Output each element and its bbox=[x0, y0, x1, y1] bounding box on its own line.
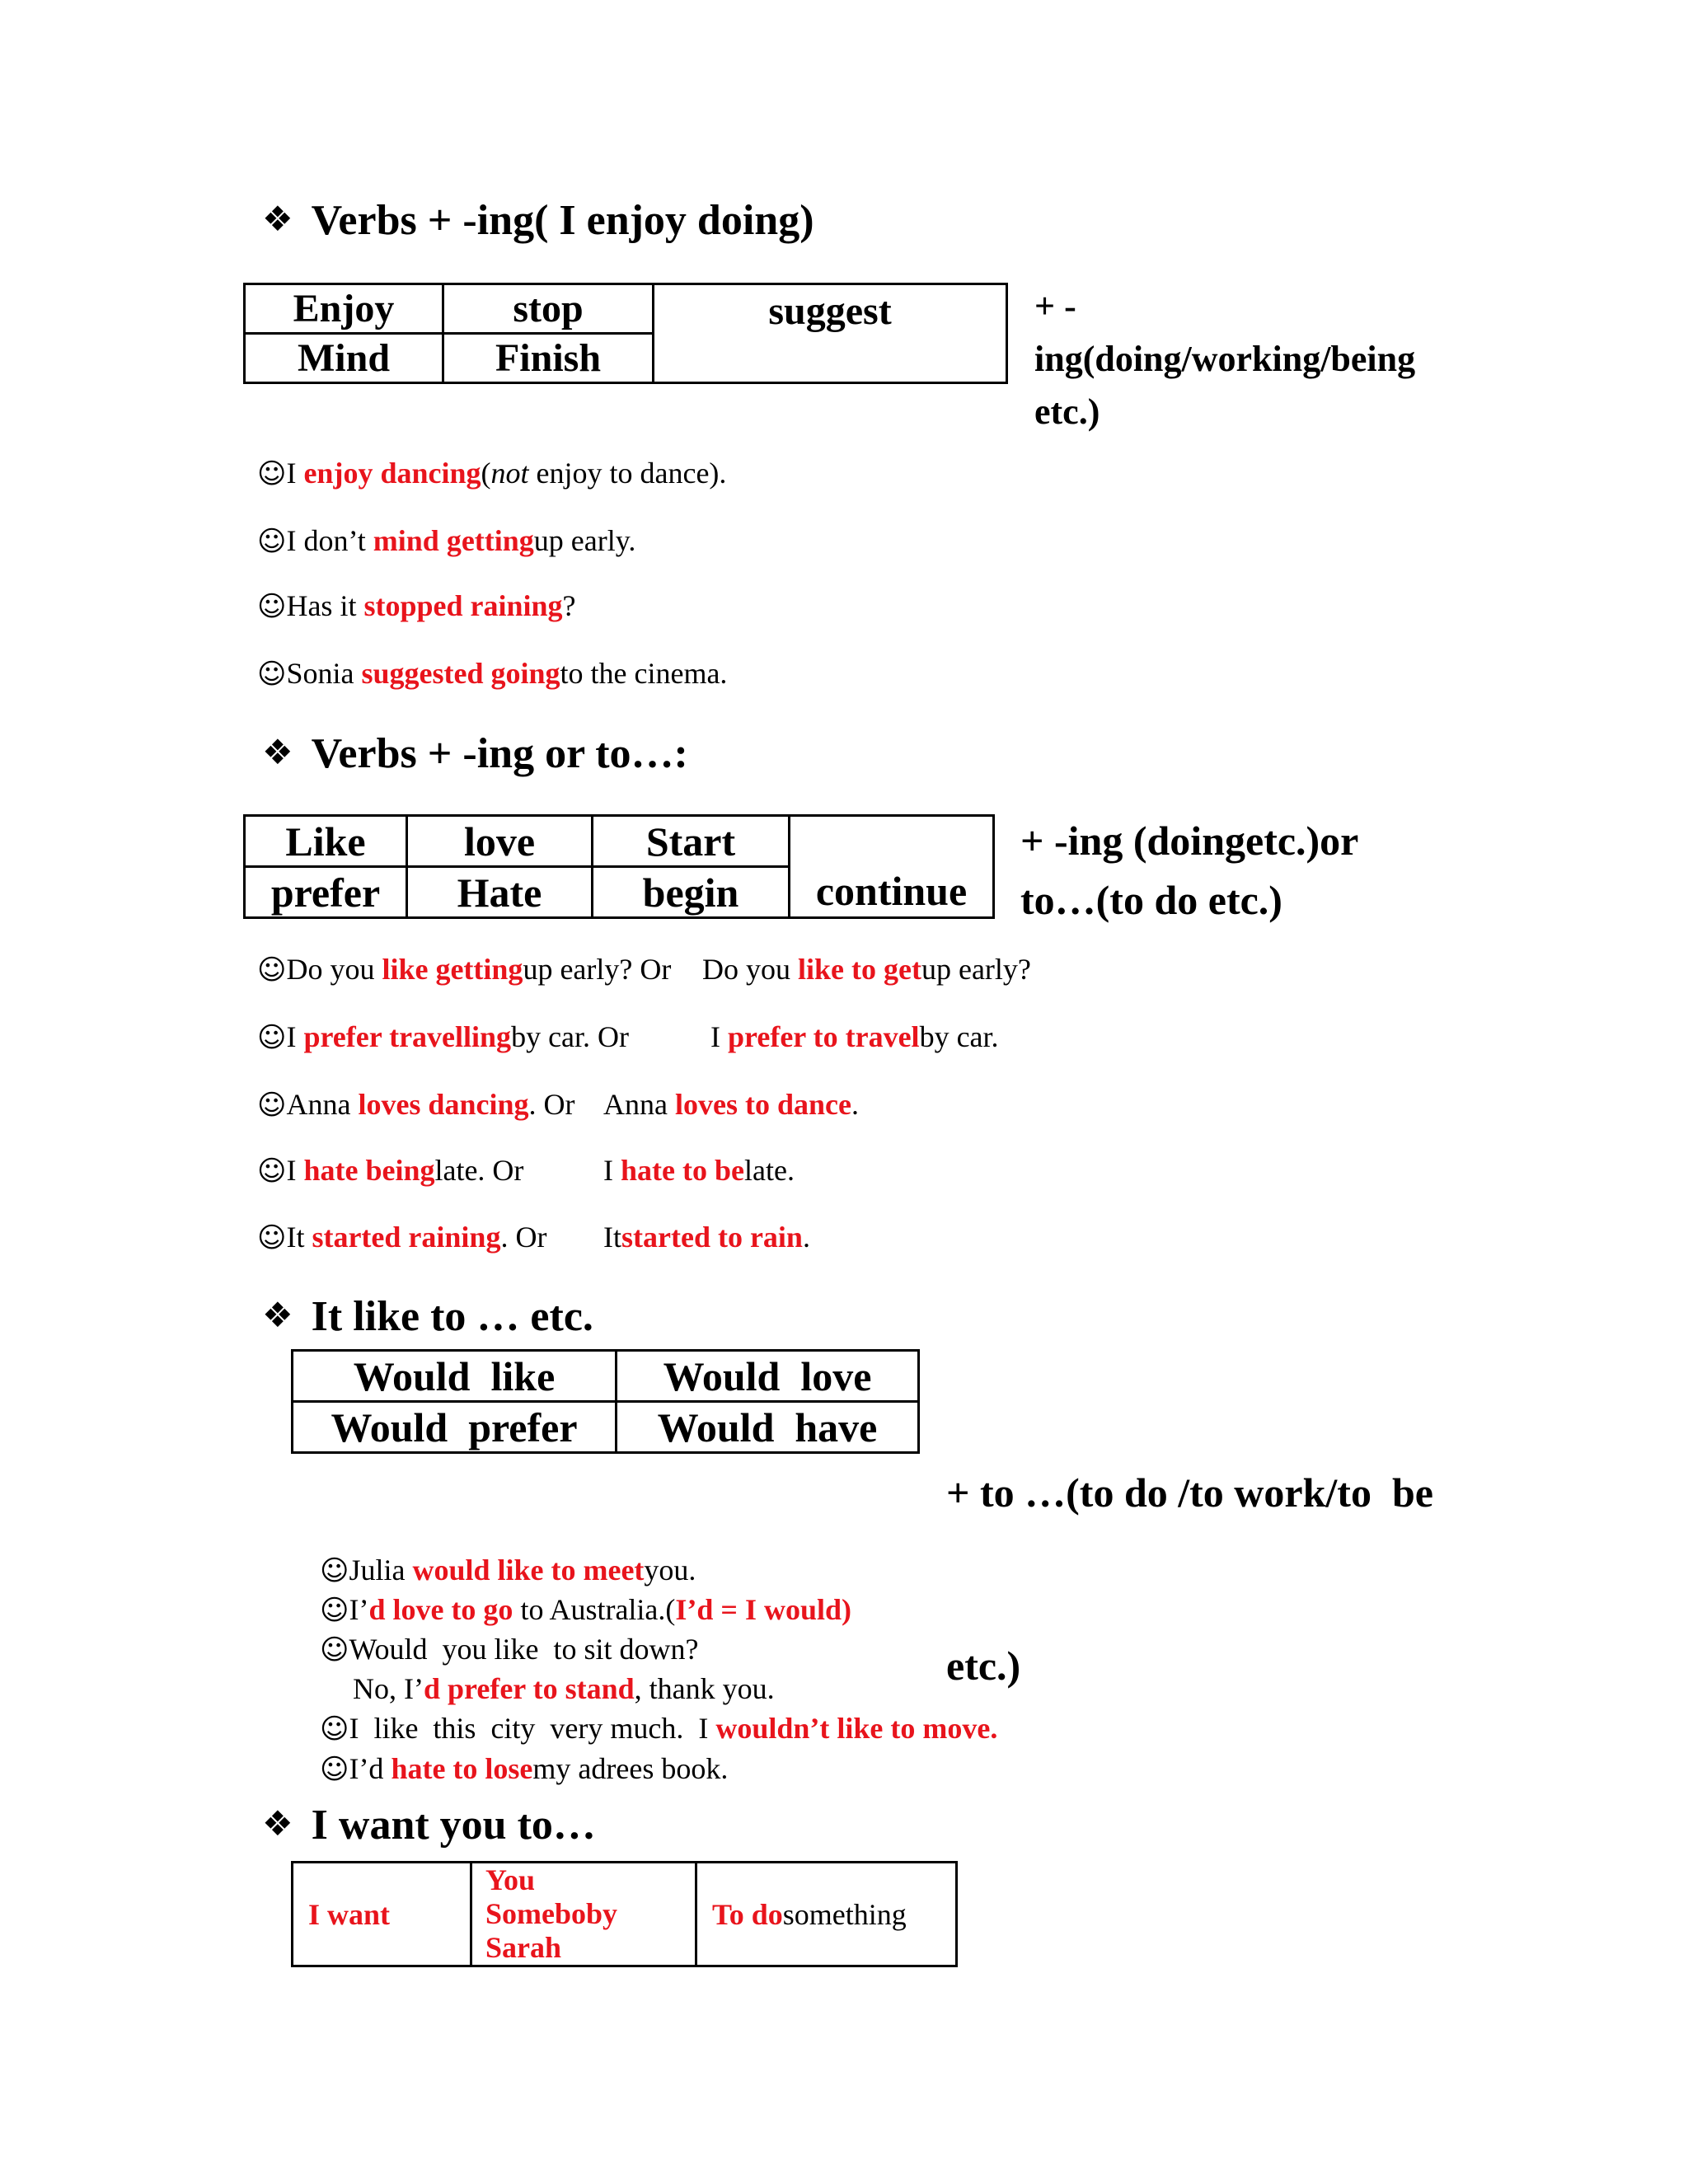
sentence-text: you. bbox=[644, 1554, 696, 1586]
sentence-text: I bbox=[286, 1154, 304, 1187]
highlighted-phrase: prefer travelling bbox=[303, 1020, 512, 1053]
table-note-2: + -ing (doingetc.)or to…(to do etc.) bbox=[1020, 818, 1359, 923]
sentence-text: I like this city very much. I bbox=[349, 1712, 716, 1745]
table-cell: continue bbox=[790, 816, 994, 918]
highlighted-phrase: mind getting bbox=[373, 524, 534, 557]
sentence-text: . Or bbox=[500, 1221, 547, 1254]
example-sentence-alt bbox=[603, 1087, 859, 1122]
sentence-text: Anna bbox=[286, 1088, 359, 1121]
example-sentence bbox=[257, 952, 671, 987]
section-heading-2: ❖ Verbs + -ing or to…: bbox=[262, 730, 688, 777]
verb-table-4 bbox=[291, 1861, 958, 1967]
sentence-text: Julia bbox=[349, 1554, 413, 1586]
sentence-text: Anna bbox=[603, 1088, 675, 1121]
highlighted-phrase: like getting bbox=[382, 953, 523, 986]
example-sentence-alt bbox=[603, 1153, 795, 1188]
sentence-text: not bbox=[490, 457, 529, 490]
table-note-3: + to …(to do /to work/to be etc.) bbox=[946, 1469, 1433, 1689]
table-cell: You Someboby Sarah bbox=[471, 1863, 696, 1966]
highlighted-phrase: hate to be bbox=[621, 1154, 744, 1187]
example-sentence bbox=[257, 456, 726, 490]
table-cell: Like bbox=[245, 816, 407, 867]
sentence-text: by car. bbox=[919, 1020, 999, 1053]
diamond-bullet-icon: ❖ bbox=[262, 199, 293, 239]
section-heading-1: ❖ Verbs + -ing( I enjoy doing) bbox=[262, 197, 814, 244]
sentence-text: ? bbox=[562, 589, 576, 622]
table-cell: begin bbox=[593, 867, 790, 918]
sentence-text: . bbox=[851, 1088, 859, 1121]
highlighted-phrase: prefer to travel bbox=[728, 1020, 920, 1053]
highlighted-phrase: suggested going bbox=[361, 657, 560, 690]
sentence-text: Do you bbox=[286, 953, 382, 986]
verb-table-2 bbox=[243, 814, 995, 919]
sentence-text: . bbox=[802, 1221, 810, 1254]
table-cell: prefer bbox=[245, 867, 407, 918]
sentence-text: I’d bbox=[349, 1752, 392, 1785]
highlighted-phrase: loves to dance bbox=[674, 1088, 851, 1121]
smiley-icon: ☺ bbox=[257, 525, 287, 558]
smiley-icon: ☺ bbox=[257, 954, 287, 987]
table-cell: Would like bbox=[293, 1351, 617, 1402]
highlighted-phrase: d prefer to stand bbox=[423, 1672, 635, 1705]
smiley-icon: ☺ bbox=[320, 1633, 349, 1666]
diamond-bullet-icon: ❖ bbox=[262, 1803, 293, 1844]
smiley-icon: ☺ bbox=[320, 1753, 349, 1786]
sentence-text: Has it bbox=[286, 589, 364, 622]
table-cell: Would have bbox=[617, 1402, 919, 1453]
sentence-text: I’ bbox=[349, 1593, 369, 1626]
sentence-text: up early? Or bbox=[523, 953, 672, 986]
example-sentence bbox=[257, 656, 727, 691]
sentence-text: I bbox=[603, 1154, 621, 1187]
sentence-text: enjoy to dance). bbox=[528, 457, 727, 490]
smiley-icon: ☺ bbox=[320, 1594, 349, 1627]
highlighted-phrase: like to get bbox=[798, 953, 921, 986]
sentence-text: to the cinema. bbox=[560, 657, 728, 690]
example-sentence bbox=[257, 1087, 574, 1122]
highlighted-phrase: wouldn’t like to move. bbox=[715, 1712, 998, 1745]
sentence-text: ( bbox=[481, 457, 491, 490]
example-sentence bbox=[257, 588, 576, 623]
sentence-text: Would you like to sit down? bbox=[349, 1633, 699, 1666]
example-sentence-alt bbox=[603, 1220, 810, 1254]
table-cell: Mind bbox=[245, 334, 443, 383]
example-sentence bbox=[257, 1153, 523, 1188]
sentence-text: up early. bbox=[533, 524, 636, 557]
table-cell: Would prefer bbox=[293, 1402, 617, 1453]
smiley-icon: ☺ bbox=[257, 1155, 287, 1188]
diamond-bullet-icon: ❖ bbox=[262, 1295, 293, 1335]
table-cell: suggest bbox=[654, 284, 1007, 383]
sentence-text: I bbox=[710, 1020, 728, 1053]
sentence-text: I bbox=[286, 457, 304, 490]
example-sentence bbox=[257, 523, 635, 558]
highlighted-phrase: would like to meet bbox=[412, 1554, 645, 1586]
section-heading-4: ❖ I want you to… bbox=[262, 1802, 596, 1849]
example-sentence bbox=[257, 1019, 629, 1054]
highlighted-phrase: started raining bbox=[312, 1221, 501, 1254]
sentence-text: by car. Or bbox=[511, 1020, 630, 1053]
sentence-text: It bbox=[286, 1221, 312, 1254]
sentence-text: late. Or bbox=[434, 1154, 524, 1187]
sentence-text: late. bbox=[743, 1154, 795, 1187]
smiley-icon: ☺ bbox=[257, 1021, 287, 1054]
sentence-text: Sonia bbox=[286, 657, 362, 690]
highlighted-phrase: loves dancing bbox=[358, 1088, 529, 1121]
smiley-icon: ☺ bbox=[257, 1221, 287, 1254]
smiley-icon: ☺ bbox=[257, 1089, 287, 1122]
smiley-icon: ☺ bbox=[257, 590, 287, 623]
highlighted-phrase: stopped raining bbox=[363, 589, 563, 622]
smiley-icon: ☺ bbox=[257, 457, 287, 490]
verb-table-1 bbox=[243, 283, 1008, 384]
table-cell: Start bbox=[593, 816, 790, 867]
table-cell: stop bbox=[443, 284, 654, 334]
sentence-text: I bbox=[286, 1020, 304, 1053]
table-cell: love bbox=[407, 816, 593, 867]
smiley-icon: ☺ bbox=[320, 1713, 349, 1746]
table-cell: Enjoy bbox=[245, 284, 443, 334]
table-cell: To dosomething bbox=[696, 1863, 957, 1966]
table-cell: Finish bbox=[443, 334, 654, 383]
highlighted-phrase: hate to lose bbox=[391, 1752, 533, 1785]
diamond-bullet-icon: ❖ bbox=[262, 732, 293, 772]
table-cell: I want bbox=[293, 1863, 471, 1966]
table-cell: Hate bbox=[407, 867, 593, 918]
sentence-text: No, I’ bbox=[353, 1672, 424, 1705]
example-sentence bbox=[257, 1220, 546, 1254]
example-sentence bbox=[305, 1717, 728, 1786]
example-sentence-alt bbox=[702, 952, 1031, 987]
verb-table-3 bbox=[291, 1349, 920, 1454]
sentence-text: , thank you. bbox=[634, 1672, 775, 1705]
sentence-text: my adrees book. bbox=[532, 1752, 729, 1785]
section-heading-3: ❖ It like to … etc. bbox=[262, 1293, 593, 1340]
sentence-text: It bbox=[603, 1221, 621, 1254]
sentence-text: to Australia.( bbox=[513, 1593, 676, 1626]
highlighted-phrase: enjoy dancing bbox=[303, 457, 481, 490]
highlighted-phrase: hate being bbox=[303, 1154, 435, 1187]
highlighted-phrase: d love to go bbox=[368, 1593, 513, 1626]
sentence-text: . Or bbox=[528, 1088, 575, 1121]
example-sentence-alt bbox=[710, 1019, 999, 1054]
table-note-1: + - ing(doing/working/being etc.) bbox=[1034, 286, 1416, 432]
sentence-text: up early? bbox=[921, 953, 1031, 986]
highlighted-phrase: started to rain bbox=[621, 1221, 803, 1254]
table-cell: Would love bbox=[617, 1351, 919, 1402]
highlighted-phrase: I’d = I would) bbox=[675, 1593, 851, 1626]
smiley-icon: ☺ bbox=[320, 1554, 349, 1587]
sentence-text: Do you bbox=[702, 953, 798, 986]
sentence-text: I don’t bbox=[286, 524, 373, 557]
smiley-icon: ☺ bbox=[257, 658, 287, 691]
